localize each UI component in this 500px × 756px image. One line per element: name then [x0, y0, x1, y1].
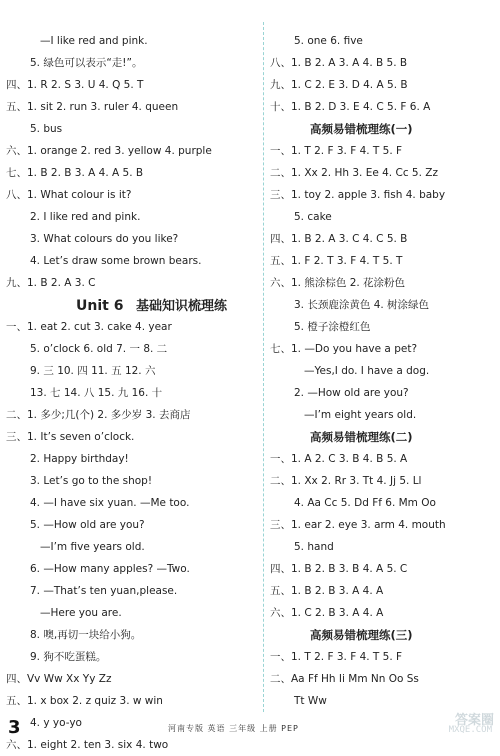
- answer-line: 二、1. Xx 2. Rr 3. Tt 4. Jj 5. Ll: [270, 475, 422, 487]
- answer-line: 2. —How old are you?: [294, 387, 409, 399]
- watermark-bottom: MXQE.COM: [448, 725, 492, 735]
- answer-line: 十、1. B 2. D 3. E 4. C 5. F 6. A: [270, 101, 431, 113]
- answer-line: 5. one 6. five: [294, 35, 363, 47]
- answer-line: 3. 长颈鹿涂黄色 4. 树涂绿色: [294, 299, 430, 311]
- watermark-top: 答案圈: [454, 713, 494, 728]
- unit-label: Unit 6: [76, 298, 124, 314]
- answer-line: 六、1. eight 2. ten 3. six 4. two: [6, 739, 169, 751]
- answer-line: 九、1. C 2. E 3. D 4. A 5. B: [270, 79, 408, 91]
- answer-line: 七、1. —Do you have a pet?: [270, 343, 418, 355]
- answer-line: 一、1. eat 2. cut 3. cake 4. year: [6, 321, 172, 333]
- answer-line: 4. y yo-yo: [30, 717, 82, 729]
- section-heading-2: 高频易错梳理练(二): [310, 430, 413, 444]
- answer-line: 2. I like red and pink.: [30, 211, 141, 223]
- answer-line: 二、1. Xx 2. Hh 3. Ee 4. Cc 5. Zz: [270, 167, 438, 179]
- answer-line: 五、1. x box 2. z quiz 3. w win: [6, 695, 163, 707]
- section-heading-3: 高频易错梳理练(三): [310, 628, 413, 642]
- section-heading-1: 高频易错梳理练(一): [310, 122, 413, 136]
- answer-line: 一、1. A 2. C 3. B 4. B 5. A: [270, 453, 408, 465]
- answer-line: 五、1. F 2. T 3. F 4. T 5. T: [270, 255, 403, 267]
- answer-line: 六、1. orange 2. red 3. yellow 4. purple: [6, 145, 212, 157]
- answer-line: —I’m eight years old.: [304, 409, 417, 421]
- answer-line: 9. 三 10. 四 11. 五 12. 六: [30, 365, 156, 377]
- answer-line: 五、1. B 2. B 3. A 4. A: [270, 585, 384, 597]
- answer-line: 5. cake: [294, 211, 332, 223]
- answer-line: 9. 狗不吃蛋糕。: [30, 651, 107, 663]
- answer-line: 七、1. B 2. B 3. A 4. A 5. B: [6, 167, 144, 179]
- answer-line: 四、Vv Ww Xx Yy Zz: [6, 673, 112, 685]
- answer-line: 6. —How many apples? —Two.: [30, 563, 190, 575]
- answer-line: —I’m five years old.: [40, 541, 145, 553]
- answer-line: 4. —I have six yuan. —Me too.: [30, 497, 190, 509]
- answer-line: 13. 七 14. 八 15. 九 16. 十: [30, 387, 163, 399]
- answer-line: 4. Aa Cc 5. Dd Ff 6. Mm Oo: [294, 497, 436, 509]
- answer-line: —I like red and pink.: [40, 35, 148, 47]
- answer-line: 三、1. toy 2. apple 3. fish 4. baby: [270, 189, 446, 201]
- answer-line: 八、1. B 2. A 3. A 4. B 5. B: [270, 57, 408, 69]
- answer-line: 3. Let’s go to the shop!: [30, 475, 153, 487]
- answer-line: 五、1. sit 2. run 3. ruler 4. queen: [6, 101, 179, 113]
- page-footer: [0, 713, 500, 743]
- answer-line: 5. 绿色可以表示“走!”。: [30, 57, 143, 69]
- answer-line: 2. Happy birthday!: [30, 453, 129, 465]
- footer-text: 河南专版 英语 三年级 上册 PEP: [168, 724, 299, 733]
- answer-line: 四、1. B 2. A 3. C 4. C 5. B: [270, 233, 408, 245]
- answer-line: 一、1. T 2. F 3. F 4. T 5. F: [270, 145, 403, 157]
- answer-line: 5. hand: [294, 541, 334, 553]
- answer-line: 二、1. 多少;几(个) 2. 多少岁 3. 去商店: [6, 409, 191, 421]
- answer-line: 8. 噢,再切一块给小狗。: [30, 629, 142, 641]
- page-number: 3: [8, 717, 21, 738]
- answer-line: —Yes,I do. I have a dog.: [304, 365, 430, 377]
- answer-line: 一、1. T 2. F 3. F 4. T 5. F: [270, 651, 403, 663]
- answer-line: 二、Aa Ff Hh Ii Mm Nn Oo Ss: [270, 673, 419, 685]
- answer-line: 4. Let’s draw some brown bears.: [30, 255, 202, 267]
- answer-line: Tt Ww: [294, 695, 327, 707]
- answer-line: 三、1. It’s seven o’clock.: [6, 431, 135, 443]
- answer-line: 六、1. 熊涂棕色 2. 花涂粉色: [270, 277, 406, 289]
- answer-line: 四、1. R 2. S 3. U 4. Q 5. T: [6, 79, 144, 91]
- unit-title: 基础知识梳理练: [135, 299, 227, 314]
- watermark-logo: [404, 709, 494, 739]
- answer-line: 三、1. ear 2. eye 3. arm 4. mouth: [270, 519, 446, 531]
- answer-line: 5. bus: [30, 123, 63, 135]
- column-divider: [263, 22, 264, 712]
- unit-heading: [76, 295, 227, 314]
- answer-line: 5. —How old are you?: [30, 519, 145, 531]
- answer-line: 3. What colours do you like?: [30, 233, 179, 245]
- answer-line: —Here you are.: [40, 607, 122, 619]
- answer-line: 7. —That’s ten yuan,please.: [30, 585, 178, 597]
- answer-line: 八、1. What colour is it?: [6, 189, 132, 201]
- answer-line: 5. o’clock 6. old 7. 一 8. 二: [30, 343, 168, 355]
- answer-line: 5. 橙子涂橙红色: [294, 321, 371, 333]
- answer-line: 九、1. B 2. A 3. C: [6, 277, 96, 289]
- answer-line: 四、1. B 2. B 3. B 4. A 5. C: [270, 563, 408, 575]
- answer-line: 六、1. C 2. B 3. A 4. A: [270, 607, 384, 619]
